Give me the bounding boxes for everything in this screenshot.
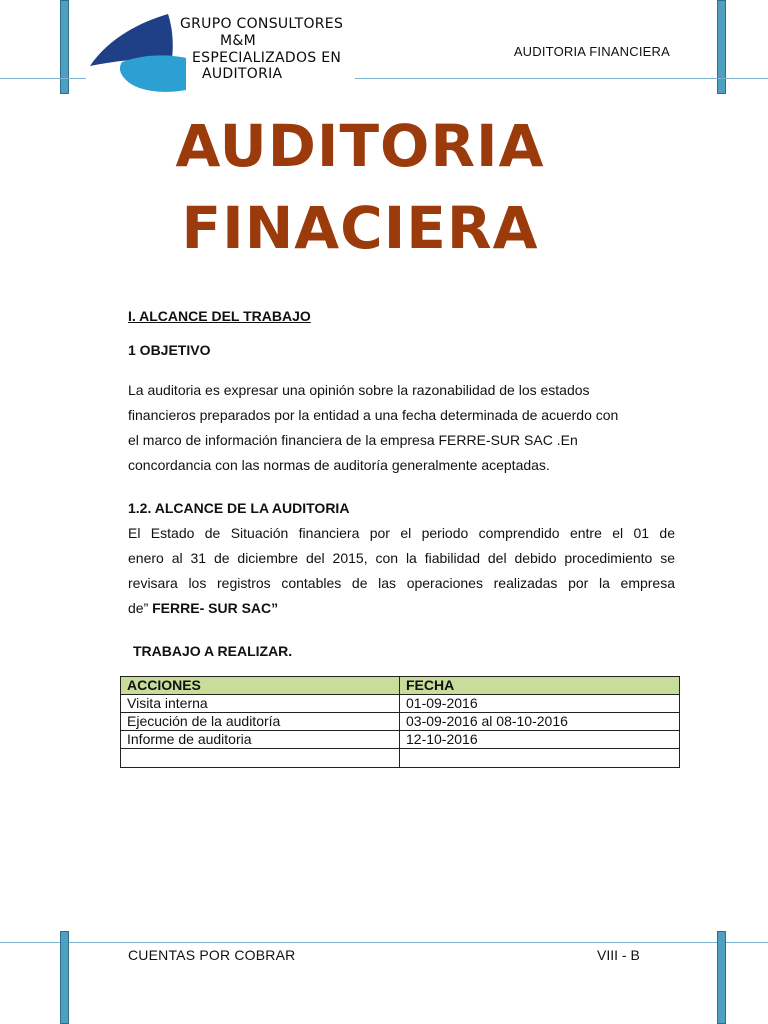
date-cell: 03-09-2016 al 08-10-2016 <box>400 713 680 731</box>
logo-line-4: AUDITORIA <box>202 66 283 82</box>
column-header-date: FECHA <box>400 677 680 695</box>
scope-line: revisara los registros contables de las operaciones realizadas por la empresa <box>128 575 675 591</box>
header-left-bar <box>60 0 69 94</box>
empty-cell <box>400 749 680 768</box>
scope-paragraph <box>128 521 675 621</box>
main-title-line-2: FINACIERA <box>181 194 539 262</box>
header-rule-left <box>0 78 86 79</box>
logo-line-2: M&M <box>220 33 256 49</box>
objective-heading: 1 OBJETIVO <box>128 342 211 358</box>
footer-left-text: CUENTAS POR COBRAR <box>128 947 296 963</box>
empty-cell <box>121 749 400 768</box>
action-cell: Informe de auditoria <box>121 731 400 749</box>
scope-last-prefix: de” <box>128 600 153 616</box>
actions-table <box>120 676 680 768</box>
header-rule-right <box>355 78 768 79</box>
footer-rule <box>0 942 768 943</box>
table-empty-row <box>121 749 680 768</box>
table-row <box>121 731 680 749</box>
scope-line: enero al 31 de diciembre del 2015, con la fiabilidad del debido procedimiento se <box>128 550 675 566</box>
objective-line: el marco de información financiera de la empresa FERRE-SUR SAC .En <box>128 432 578 448</box>
footer-right-bar <box>717 931 726 1024</box>
table-row <box>121 695 680 713</box>
scope-last-line <box>128 596 675 621</box>
logo-line-1: GRUPO CONSULTORES <box>180 16 344 32</box>
main-title-line-1: AUDITORIA <box>175 112 545 180</box>
scope-line: El Estado de Situación financiera por el periodo comprendido entre el 01 de <box>128 525 675 541</box>
scope-heading: 1.2. ALCANCE DE LA AUDITORIA <box>128 500 350 516</box>
section-heading-alcance: I. ALCANCE DEL TRABAJO <box>128 308 311 324</box>
action-cell: Ejecución de la auditoría <box>121 713 400 731</box>
objective-paragraph <box>128 378 675 478</box>
objective-line: financieros preparados por la entidad a una fecha determinada de acuerdo con <box>128 407 619 423</box>
footer-page-label: VIII - B <box>597 947 640 963</box>
date-cell: 12-10-2016 <box>400 731 680 749</box>
work-heading: TRABAJO A REALIZAR. <box>133 643 293 659</box>
date-cell: 01-09-2016 <box>400 695 680 713</box>
objective-line: La auditoria es expresar una opinión sobre la razonabilidad de los estados <box>128 382 590 398</box>
table-header-row <box>121 677 680 695</box>
header-title: AUDITORIA FINANCIERA <box>513 44 670 59</box>
logo-swoosh-icon <box>86 10 186 96</box>
header-right-bar <box>717 0 726 94</box>
action-cell: Visita interna <box>121 695 400 713</box>
table-row <box>121 713 680 731</box>
footer-left-bar <box>60 931 69 1024</box>
company-logo <box>86 10 366 96</box>
logo-line-3: ESPECIALIZADOS EN <box>192 50 342 66</box>
column-header-actions: ACCIONES <box>121 677 400 695</box>
company-name: FERRE- SUR SAC” <box>152 600 279 616</box>
objective-line: concordancia con las normas de auditoría generalmente aceptadas. <box>128 457 550 473</box>
